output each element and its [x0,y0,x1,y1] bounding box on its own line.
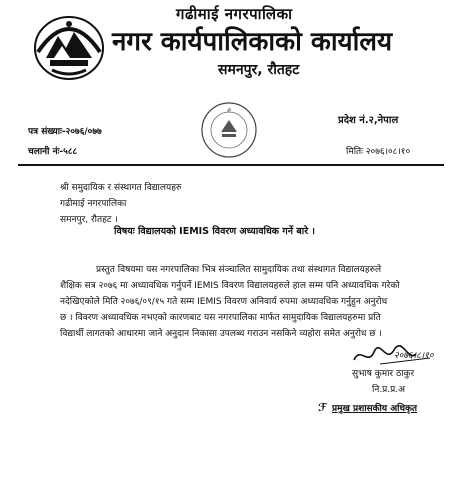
office-seal-stamp [198,100,260,160]
signatory-title: नि.प्र.प्र.अ [372,385,406,395]
header-divider [18,164,444,166]
recipient-line-2: गढीमाई नगरपालिका [60,199,127,209]
province-label: प्रदेश नं.२,नेपाल [338,115,399,126]
letterhead-municipality-name: गढीमाई नगरपालिका [176,5,293,23]
municipality-emblem-icon [32,12,106,82]
stamp-text: प्रमुख प्रशासकीय अधिकृत [331,404,418,414]
signature-date: २०७६।८।१० [394,351,434,361]
letterhead-address: समनपुर, रौतहट [218,62,300,78]
date-value: २०७६।०८।१० [365,147,411,157]
recipient-line-1: श्री समुदायिक र संस्थागत विद्यालयहरु [60,183,182,193]
signatory-name: सुभाष कुमार ठाकुर [352,369,415,379]
officer-rubber-stamp [318,396,417,417]
letter-number: पत्र संख्याः-२०७६/०७७ [28,127,102,137]
svg-text:ॐ: ॐ [226,108,232,114]
stamp-mark-icon: ℱ [318,401,327,414]
dispatch-number: चलानी नंः-५८८ [28,147,78,157]
letterhead-office-name: नगर कार्यपालिकाको कार्यालय [112,27,393,57]
body-line-4: छ । विवरण अध्यावधिक नभएको कारणबाट यस नगरपालिका मार्फत सामुदायिक विद्यालयहरुमा प्रति [60,313,381,323]
date-label: मितिः [346,147,363,157]
body-line-5: विद्यार्थी लागतको आधारमा जाने अनुदान निकासा उपलब्ध गराउन नसकिने व्यहोरा समेत अनुरोध छ । [60,329,382,339]
body-line-3: नदेखिएकोले मिति २०७६/०९/१५ गते सम्म IEMIS विवरण अनिवार्य रुपमा अध्यावधिक गर्नुहुन अनुरोध [60,297,388,307]
body-line-2: शैक्षिक सत्र २०७६ मा अध्यावधिक गर्नुपर्ने IEMIS विवरण विद्यालयहरुले हाल सम्म पनि अध्यावधिक गरेको [60,281,400,291]
body-line-1: प्रस्तुत विषयमा यस नगरपालिका भित्र संञ्चालित सामुदायिक तथा संस्थागत विद्यालयहरुले [96,265,382,275]
recipient-line-3: समनपुर, रौतहट । [60,215,118,225]
date-line [346,144,410,157]
letter-subject: विषयः विद्यालयको IEMIS विवरण अध्यावधिक गर्ने बारे । [114,226,316,237]
